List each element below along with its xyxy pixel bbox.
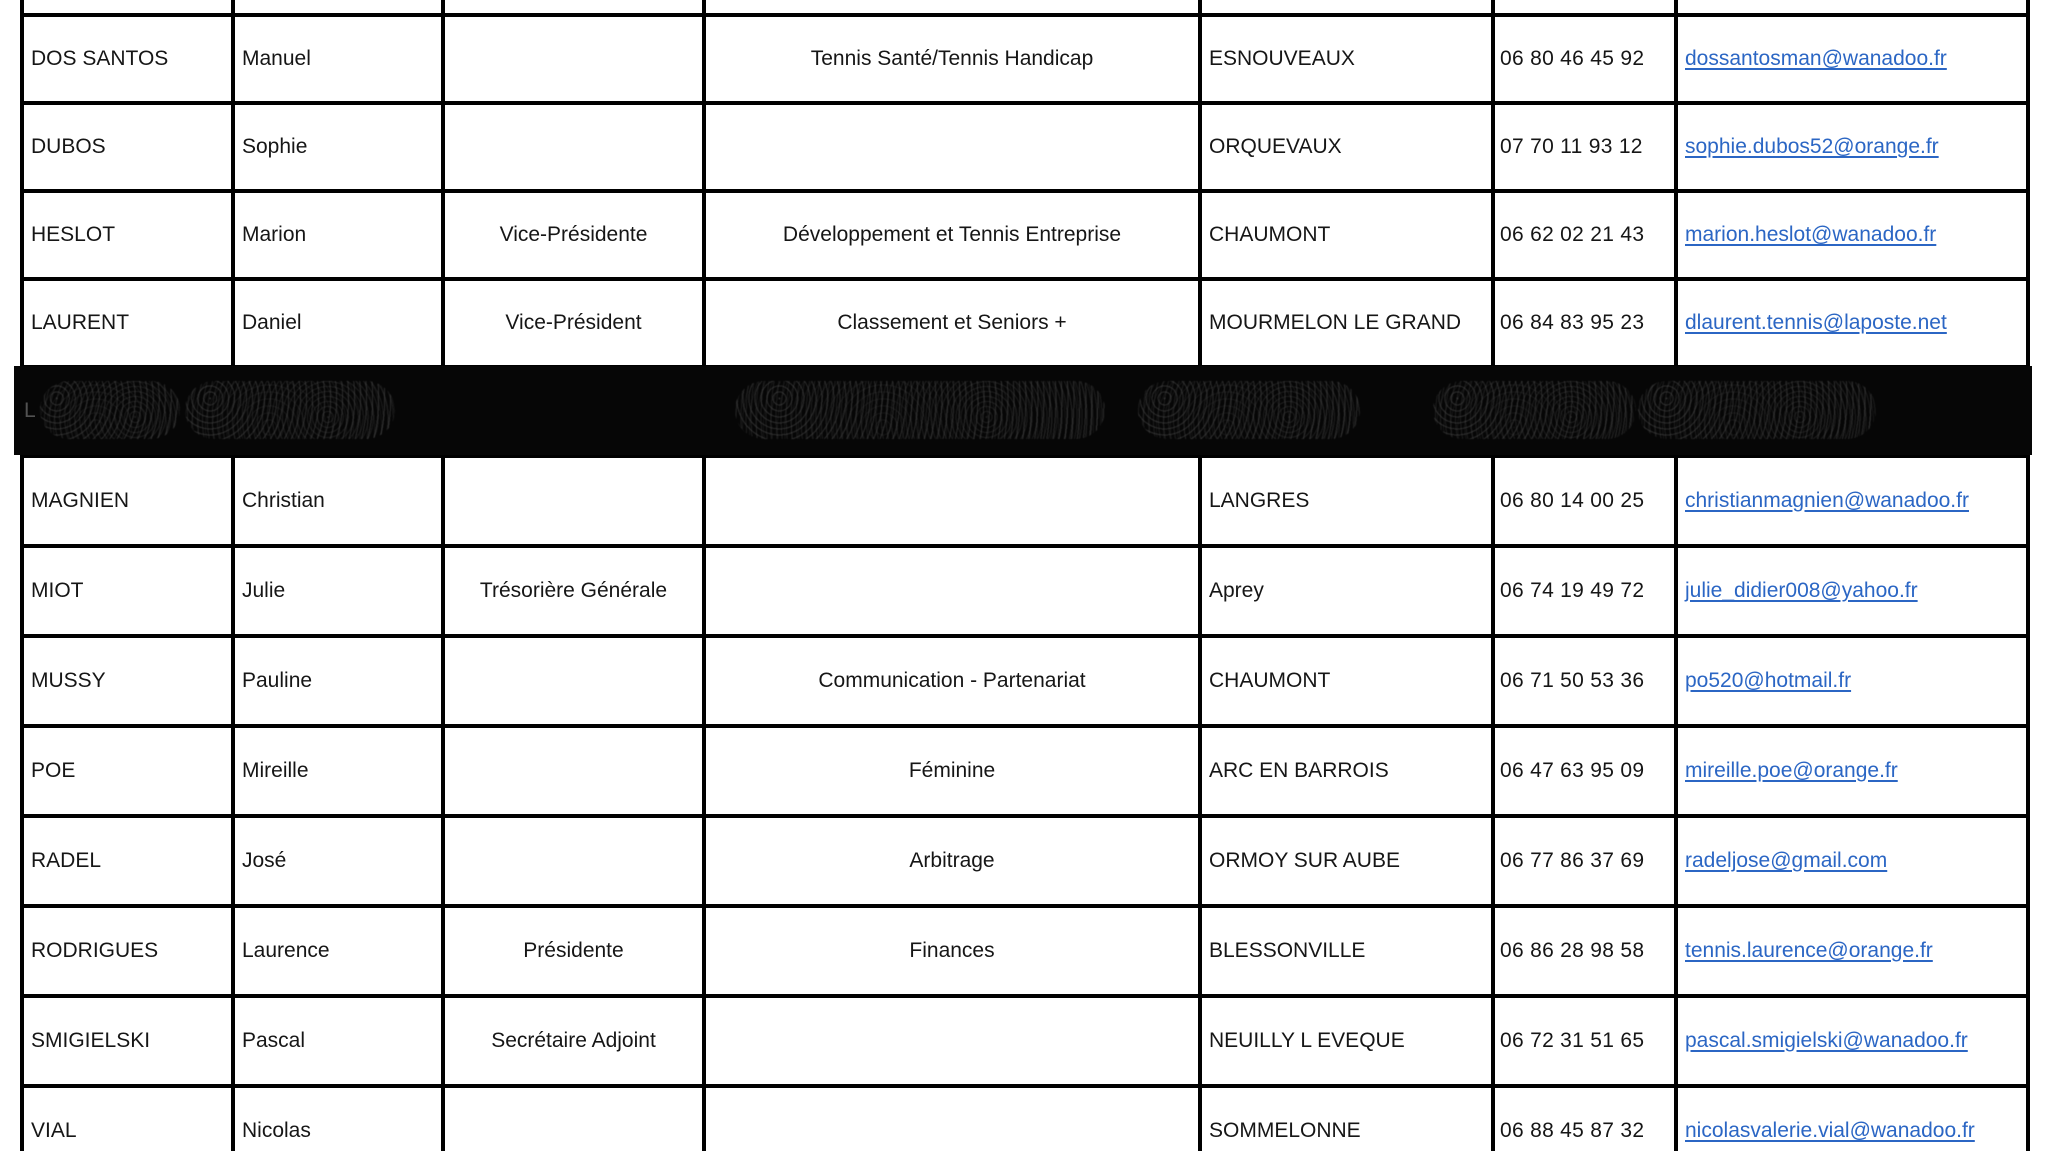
cell-fonction xyxy=(445,105,706,189)
cell-fonction xyxy=(445,638,706,724)
table-row xyxy=(24,908,2030,998)
email-link[interactable]: po520@hotmail.fr xyxy=(1685,668,1852,692)
cell-email xyxy=(1678,728,2030,814)
redacted-row-bar xyxy=(14,366,2032,455)
cell-mission: Finances xyxy=(706,908,1202,994)
cell-nom xyxy=(24,0,235,13)
table-row-clipped-top xyxy=(24,0,2030,17)
cell-mission xyxy=(706,105,1202,189)
table-row xyxy=(24,281,2030,369)
cell-email xyxy=(1678,281,2030,365)
cell-ville: ORMOY SUR AUBE xyxy=(1202,818,1495,904)
table-row xyxy=(24,193,2030,281)
cell-nom: LAURENT xyxy=(24,281,235,365)
cell-telephone: 06 80 14 00 25 xyxy=(1495,458,1678,544)
cell-ville: CHAUMONT xyxy=(1202,193,1495,277)
table-row xyxy=(24,998,2030,1088)
cell-fonction xyxy=(445,728,706,814)
table-row xyxy=(24,17,2030,105)
email-link[interactable]: dossantosman@wanadoo.fr xyxy=(1685,46,1947,70)
cell-prenom: José xyxy=(235,818,445,904)
table-row xyxy=(24,548,2030,638)
table-row xyxy=(24,105,2030,193)
cell-fonction: Secrétaire Adjoint xyxy=(445,998,706,1084)
cell-mission: Développement et Tennis Entreprise xyxy=(706,193,1202,277)
cell-prenom: Mireille xyxy=(235,728,445,814)
cell-prenom: Julie xyxy=(235,548,445,634)
cell-telephone: 06 77 86 37 69 xyxy=(1495,818,1678,904)
redaction-smudge xyxy=(1138,381,1360,439)
cell-fonction xyxy=(445,17,706,101)
email-link[interactable]: dlaurent.tennis@laposte.net xyxy=(1685,310,1947,334)
cell-ville: SOMMELONNE xyxy=(1202,1088,1495,1151)
cell-telephone: 07 70 11 93 12 xyxy=(1495,105,1678,189)
table-row xyxy=(24,728,2030,818)
cell-mission xyxy=(706,548,1202,634)
cell-email xyxy=(1678,17,2030,101)
cell-mission: Communication - Partenariat xyxy=(706,638,1202,724)
cell-email xyxy=(1678,458,2030,544)
cell-telephone: 06 80 46 45 92 xyxy=(1495,17,1678,101)
cell-nom: VIAL xyxy=(24,1088,235,1151)
cell-telephone: 06 74 19 49 72 xyxy=(1495,548,1678,634)
cell-nom: MUSSY xyxy=(24,638,235,724)
email-link[interactable]: mireille.poe@orange.fr xyxy=(1685,758,1898,782)
cell-mission xyxy=(706,0,1202,13)
cell-prenom: Sophie xyxy=(235,105,445,189)
cell-telephone: 06 62 02 21 43 xyxy=(1495,193,1678,277)
cell-mission xyxy=(706,1088,1202,1151)
cell-telephone: 06 72 31 51 65 xyxy=(1495,998,1678,1084)
cell-ville: ORQUEVAUX xyxy=(1202,105,1495,189)
cell-nom: DUBOS xyxy=(24,105,235,189)
cell-telephone: 06 88 45 87 32 xyxy=(1495,1088,1678,1151)
cell-nom: SMIGIELSKI xyxy=(24,998,235,1084)
table-row xyxy=(24,818,2030,908)
cell-telephone: 06 84 83 95 23 xyxy=(1495,281,1678,365)
cell-prenom: Christian xyxy=(235,458,445,544)
cell-mission: Arbitrage xyxy=(706,818,1202,904)
redaction-smudge xyxy=(1638,381,1876,439)
cell-email xyxy=(1678,0,2030,13)
cell-mission: Classement et Seniors + xyxy=(706,281,1202,365)
cell-email xyxy=(1678,998,2030,1084)
cell-mission: Féminine xyxy=(706,728,1202,814)
cell-telephone: 06 47 63 95 09 xyxy=(1495,728,1678,814)
cell-email xyxy=(1678,908,2030,994)
cell-ville: NEUILLY L EVEQUE xyxy=(1202,998,1495,1084)
cell-prenom: Nicolas xyxy=(235,1088,445,1151)
cell-nom: HESLOT xyxy=(24,193,235,277)
redaction-smudge xyxy=(40,381,180,439)
cell-email xyxy=(1678,1088,2030,1151)
redaction-smudge xyxy=(735,381,1105,439)
cell-ville: LANGRES xyxy=(1202,458,1495,544)
cell-fonction xyxy=(445,1088,706,1151)
email-link[interactable]: christianmagnien@wanadoo.fr xyxy=(1685,488,1969,512)
cell-mission xyxy=(706,458,1202,544)
cell-fonction: Trésorière Générale xyxy=(445,548,706,634)
cell-prenom: Laurence xyxy=(235,908,445,994)
cell-fonction: Vice-Présidente xyxy=(445,193,706,277)
cell-telephone: 06 71 50 53 36 xyxy=(1495,638,1678,724)
cell-email xyxy=(1678,818,2030,904)
cell-nom: DOS SANTOS xyxy=(24,17,235,101)
cell-prenom: Marion xyxy=(235,193,445,277)
cell-fonction: Vice-Président xyxy=(445,281,706,365)
cell-ville: MOURMELON LE GRAND xyxy=(1202,281,1495,365)
cell-nom: RADEL xyxy=(24,818,235,904)
cell-prenom: Manuel xyxy=(235,17,445,101)
table-row xyxy=(24,458,2030,548)
cell-email xyxy=(1678,638,2030,724)
email-link[interactable]: pascal.smigielski@wanadoo.fr xyxy=(1685,1028,1968,1052)
cell-fonction xyxy=(445,818,706,904)
cell-prenom: Pauline xyxy=(235,638,445,724)
cell-ville: Aprey xyxy=(1202,548,1495,634)
email-link[interactable]: julie_didier008@yahoo.fr xyxy=(1685,578,1918,602)
cell-nom: POE xyxy=(24,728,235,814)
cell-telephone xyxy=(1495,0,1678,13)
redaction-smudge xyxy=(185,381,395,439)
email-link[interactable]: sophie.dubos52@orange.fr xyxy=(1685,134,1939,158)
cell-fonction: Présidente xyxy=(445,908,706,994)
cell-mission xyxy=(706,998,1202,1084)
email-link[interactable]: marion.heslot@wanadoo.fr xyxy=(1685,222,1937,246)
cell-ville: CHAUMONT xyxy=(1202,638,1495,724)
cell-prenom: Pascal xyxy=(235,998,445,1084)
redaction-smudge xyxy=(1433,381,1636,439)
cell-nom: RODRIGUES xyxy=(24,908,235,994)
cell-email xyxy=(1678,105,2030,189)
cell-nom: MAGNIEN xyxy=(24,458,235,544)
cell-ville: BLESSONVILLE xyxy=(1202,908,1495,994)
cell-ville: ESNOUVEAUX xyxy=(1202,17,1495,101)
cell-prenom xyxy=(235,0,445,13)
table-row xyxy=(24,638,2030,728)
cell-telephone: 06 86 28 98 58 xyxy=(1495,908,1678,994)
cell-ville xyxy=(1202,0,1495,13)
table-rows-container xyxy=(24,17,2030,1151)
email-link[interactable]: tennis.laurence@orange.fr xyxy=(1685,938,1933,962)
email-link[interactable]: nicolasvalerie.vial@wanadoo.fr xyxy=(1685,1118,1975,1142)
contacts-table xyxy=(20,0,2030,1151)
cell-nom: MIOT xyxy=(24,548,235,634)
cell-email xyxy=(1678,193,2030,277)
cell-prenom: Daniel xyxy=(235,281,445,365)
cell-ville: ARC EN BARROIS xyxy=(1202,728,1495,814)
cell-fonction xyxy=(445,458,706,544)
redacted-faint-text: L xyxy=(24,399,36,422)
email-link[interactable]: radeljose@gmail.com xyxy=(1685,848,1888,872)
cell-email xyxy=(1678,548,2030,634)
cell-mission: Tennis Santé/Tennis Handicap xyxy=(706,17,1202,101)
table-row xyxy=(24,1088,2030,1151)
cell-fonction xyxy=(445,0,706,13)
